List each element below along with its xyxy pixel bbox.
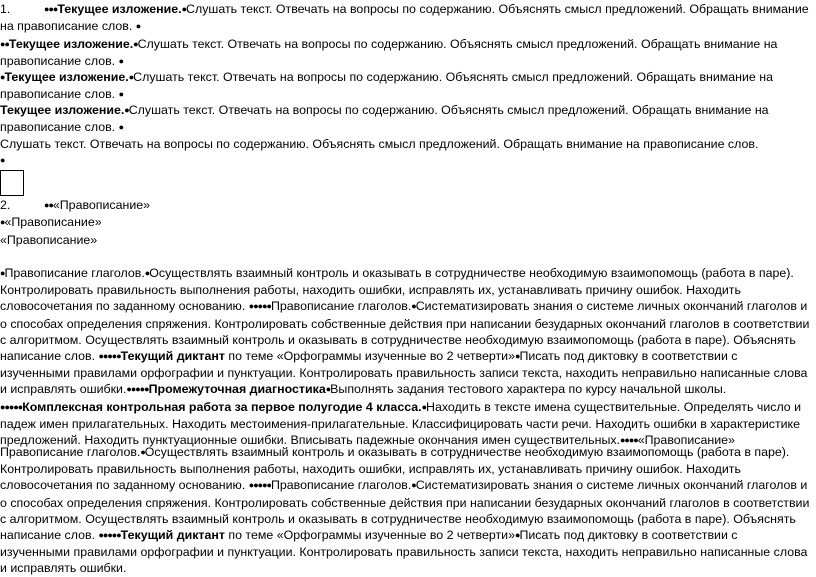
- bullet-icon: ●: [98, 351, 103, 362]
- bullet-icon: ●: [144, 268, 150, 278]
- interim-text: Выполнять задания тестового характера по курсу начальной школы.: [330, 382, 727, 397]
- bullet-icon: ●: [253, 480, 258, 491]
- paragraph-body-1: [0, 265, 810, 449]
- bullet-icon: ●: [44, 200, 49, 210]
- bullet-icon: ●: [111, 351, 117, 362]
- bullet-icon: ●: [248, 301, 254, 312]
- paragraph-topic-1: [0, 1, 810, 35]
- paragraph-topic-2: [0, 36, 810, 70]
- verbs-title: Правописание глаголов.: [0, 445, 141, 459]
- verbs-title: Правописание глаголов.: [270, 299, 412, 314]
- bullet-icon: ●: [111, 530, 117, 541]
- bullet-icon: ●: [262, 480, 267, 491]
- bullet-icon: ●: [133, 39, 138, 49]
- bullet-icon: ●: [4, 401, 9, 412]
- topic-task: Слушать текст. Отвечать на вопросы по содержанию. Объяснять смысл предложений. Обращать внимание на правописание слов.: [0, 2, 809, 34]
- bullet-icon: ●: [8, 401, 14, 412]
- topic-task: Слушать текст. Отвечать на вопросы по содержанию. Объяснять смысл предложений. Обращать внимание на правописание слов.: [0, 37, 778, 69]
- topic-task: Слушать текст. Отвечать на вопросы по содержанию. Объяснять смысл предложений. Обращать внимание на правописание слов.: [0, 103, 769, 135]
- bullet-icon: ●: [0, 268, 5, 278]
- bullet-icon: ●: [48, 4, 53, 14]
- bullet-icon: ●: [116, 351, 121, 362]
- bullet-icon: ●: [98, 530, 103, 541]
- dictation-title: Текущий диктант: [120, 528, 225, 543]
- spelling-heading: «Правописание»: [0, 233, 98, 247]
- bullet-icon: ●: [0, 217, 5, 227]
- bullet-icon: ●: [633, 435, 638, 446]
- verbs-text: Осуществлять взаимный контроль и оказывать в сотрудничестве необходимую взаимопомощь (работа в паре). Контролировать правильность выполнения работы, находить ошибки, исправлять их, устанавливать причину ошибок. Находить словосочетания по заданному основанию.: [0, 445, 790, 493]
- bullet-icon: ●: [253, 301, 258, 312]
- bullet-icon: ●: [0, 155, 5, 166]
- bullet-icon: ●: [135, 384, 140, 395]
- paragraph-topic-5: [0, 136, 810, 169]
- bullet-icon: ●: [102, 351, 108, 362]
- bullet-icon: ●: [325, 384, 331, 395]
- paragraph-spelling-1: [0, 197, 810, 214]
- bullet-icon: ●: [17, 401, 23, 412]
- bullet-icon: ●: [118, 122, 124, 133]
- spelling-heading: «Правописание»: [637, 433, 735, 448]
- bullet-icon: ●: [128, 72, 134, 82]
- empty-table-cell: [0, 170, 24, 196]
- bullet-icon: ●: [0, 72, 5, 82]
- bullet-icon: ●: [257, 301, 263, 312]
- dictation-text: Писать под диктовку в соответствии с изученными правилами орфографии и пунктуации. Контролировать правильность записи текста, находить неправильно написанные слова и исправлять ошибки.: [0, 528, 808, 576]
- bullet-icon: ●: [619, 435, 625, 446]
- verbs-title: Правописание глаголов.: [4, 266, 145, 280]
- complex-text: Находить в тексте имена существительные. Определять число и падеж имен прилагательных. Находить местоимения-прилагательные. Классифицировать части речи. Находить ошибки в характеристике предложений. Находить пунктуационные ошибки. Вписывать падежные окончания имен существительных.: [0, 399, 802, 448]
- bullet-icon: ●: [515, 530, 520, 541]
- bullet-icon: ●: [0, 401, 5, 412]
- bullet-icon: ●: [118, 56, 124, 67]
- list-number: 2.: [0, 198, 11, 212]
- bullet-icon: ●: [44, 4, 49, 14]
- verbs-text: Систематизировать знания о системе личных окончаний глаголов и о способах определения спряжения. Контролировать собственные действия при написании безударных окончаний глаголов в соответствии с алгоритмом. Осуществлять взаимный контроль и оказывать в сотрудничестве необходимую взаимопомощь (работа в паре). Объяснять написание слов.: [0, 299, 810, 364]
- paragraph-topic-4: [0, 102, 810, 136]
- bullet-icon: ●: [107, 530, 112, 541]
- bullet-icon: ●: [0, 39, 5, 49]
- dictation-topic: по теме «Орфограммы изученные во 2 четверти»: [224, 349, 515, 364]
- topic-heading: Текущее изложение.: [0, 103, 125, 117]
- verbs-text: Осуществлять взаимный контроль и оказывать в сотрудничестве необходимую взаимопомощь (работа в паре). Контролировать правильность выполнения работы, находить ошибки, исправлять их, устанавливать причину ошибок. Находить словосочетания по заданному основанию.: [0, 266, 794, 314]
- bullet-icon: ●: [140, 447, 145, 457]
- paragraph-body-2: [0, 444, 810, 577]
- dictation-title: Текущий диктант: [120, 349, 225, 364]
- bullet-icon: ●: [181, 4, 187, 14]
- bullet-icon: ●: [126, 384, 131, 395]
- bullet-icon: ●: [624, 435, 629, 446]
- bullet-icon: ●: [130, 384, 136, 395]
- bullet-icon: ●: [48, 200, 53, 210]
- verbs-title: Правописание глаголов.: [270, 478, 412, 493]
- bullet-icon: ●: [248, 480, 254, 491]
- bullet-icon: ●: [266, 480, 271, 491]
- paragraph-spelling-3: [0, 232, 810, 248]
- bullet-icon: ●: [411, 480, 416, 491]
- bullet-icon: ●: [139, 384, 145, 395]
- interim-title: Промежуточная диагностика: [148, 382, 326, 397]
- bullet-icon: ●: [257, 480, 263, 491]
- bullet-icon: ●: [116, 530, 121, 541]
- topic-task: Слушать текст. Отвечать на вопросы по содержанию. Объяснять смысл предложений. Обращать внимание на правописание слов.: [0, 137, 759, 151]
- bullet-icon: ●: [124, 105, 129, 115]
- bullet-icon: ●: [107, 351, 112, 362]
- bullet-icon: ●: [52, 4, 58, 14]
- dictation-text: Писать под диктовку в соответствии с изученными правилами орфографии и пунктуации. Контролировать правильность записи текста, находить неправильно написанные слова и исправлять ошибки.: [0, 349, 808, 397]
- spelling-heading: «Правописание»: [52, 198, 151, 212]
- topic-task: Слушать текст. Отвечать на вопросы по содержанию. Объяснять смысл предложений. Обращать внимание на правописание слов.: [0, 70, 773, 102]
- bullet-icon: ●: [411, 301, 416, 312]
- paragraph-spelling-2: [0, 214, 810, 231]
- bullet-icon: ●: [102, 530, 108, 541]
- bullet-icon: ●: [144, 384, 149, 395]
- bullet-icon: ●: [118, 89, 124, 100]
- bullet-icon: ●: [262, 301, 267, 312]
- verbs-text: Систематизировать знания о системе личных окончаний глаголов и о способах определения спряжения. Контролировать собственные действия при написании безударных окончаний глаголов в соответствии с алгоритмом. Осуществлять взаимный контроль и оказывать в сотрудничестве необходимую взаимопомощь (работа в паре). Объяснять написание слов.: [0, 478, 810, 543]
- bullet-icon: ●: [515, 351, 520, 362]
- bullet-icon: ●: [13, 401, 18, 412]
- topic-heading: Текущее изложение.: [8, 37, 134, 51]
- bullet-icon: ●: [266, 301, 271, 312]
- bullet-icon: ●: [4, 39, 9, 49]
- dictation-topic: по теме «Орфограммы изученные во 2 четверти»: [224, 528, 515, 543]
- topic-heading: Текущее изложение.: [57, 2, 182, 16]
- topic-heading: Текущее изложение.: [4, 70, 129, 84]
- bullet-icon: ●: [628, 435, 634, 446]
- spelling-heading: «Правописание»: [4, 215, 102, 229]
- bullet-icon: ●: [421, 401, 427, 412]
- bullet-icon: ●: [135, 21, 141, 32]
- paragraph-topic-3: [0, 69, 810, 103]
- list-number: 1.: [0, 2, 11, 16]
- complex-title: Комплексная контрольная работа за первое полугодие 4 класса.: [22, 399, 422, 414]
